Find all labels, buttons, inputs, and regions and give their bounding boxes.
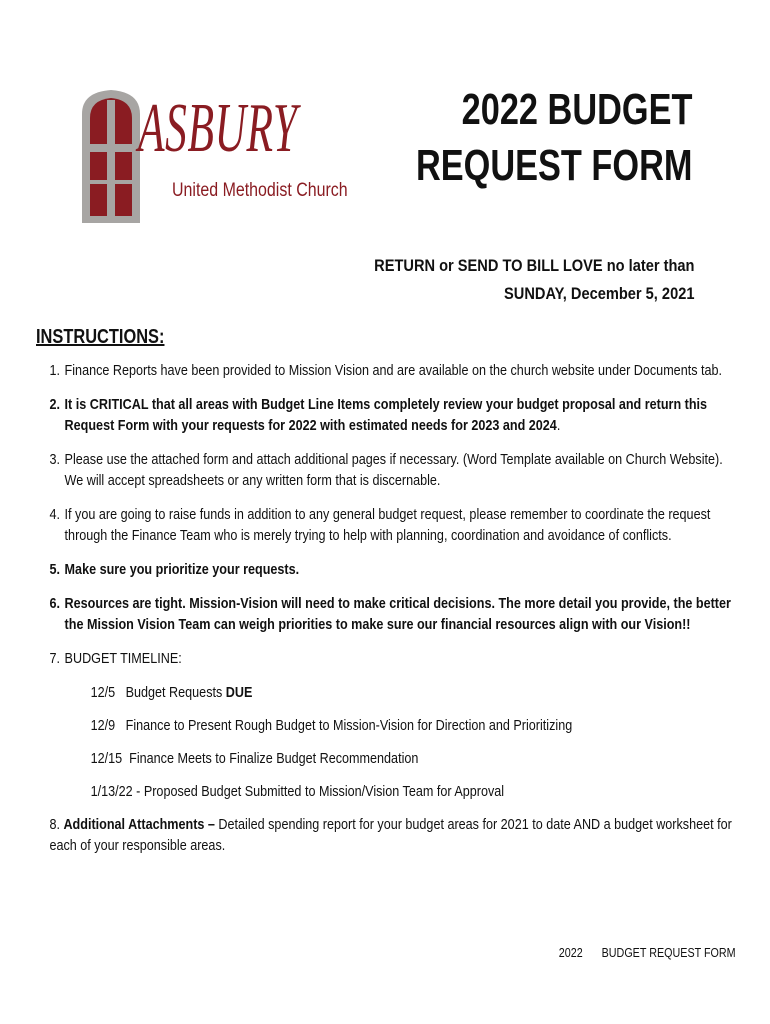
list-item — [36, 394, 736, 436]
item-text: It is CRITICAL that all areas with Budget Line Items completely review your budget proposal and return this Request Form with your requests for 2022 with estimated needs for 2023 and 2024 — [64, 396, 708, 434]
item-number: 8. — [49, 816, 60, 833]
item-text: If you are going to raise funds in addition to any general budget request, please remember to coordinate the request through the Finance Team who is merely trying to help with planning, coordination and avoidance of conflicts. — [64, 506, 711, 544]
item-number: 5. — [49, 561, 60, 578]
timeline-text: 12/15 Finance Meets to Finalize Budget Recommendation — [90, 750, 419, 767]
budget-timeline — [36, 682, 736, 802]
footer-year: 2022 — [559, 946, 584, 960]
title-line-1: 2022 BUDGET — [461, 85, 692, 134]
logo-wordmark: ASBURY — [138, 90, 298, 167]
item-number: 7. — [49, 650, 60, 667]
item-number: 3. — [49, 451, 60, 468]
instructions-list — [36, 360, 736, 856]
page-footer — [559, 946, 736, 960]
list-item — [36, 504, 736, 546]
item-text: BUDGET TIMELINE: — [64, 650, 182, 667]
timeline-text: 12/9 Finance to Present Rough Budget to Mission-Vision for Direction and Prioritizing — [90, 717, 573, 734]
item-number: 6. — [49, 595, 60, 612]
item-text: Please use the attached form and attach additional pages if necessary. (Word Template available on Church Website). We will accept spreadsheets or any written form that is discernable. — [64, 451, 723, 489]
item-number: 1. — [49, 362, 60, 379]
church-logo — [80, 88, 348, 223]
timeline-bold: DUE — [225, 684, 253, 701]
timeline-text: 12/5 Budget Requests — [90, 684, 226, 701]
timeline-entry — [91, 715, 736, 736]
list-item — [36, 593, 736, 635]
item-text: Resources are tight. Mission-Vision will need to make critical decisions. The more detail you provide, the better the Mission Vision Team can weigh priorities to make sure our financial resources align with our Vision!! — [64, 595, 731, 633]
item-suffix: . — [556, 417, 561, 434]
title-line-2: REQUEST FORM — [415, 141, 692, 190]
item-text: Make sure you prioritize your requests. — [64, 561, 300, 578]
list-item — [36, 559, 736, 580]
return-notice-line-1: RETURN or SEND TO BILL LOVE no later than — [373, 256, 694, 275]
footer-label: BUDGET REQUEST FORM — [602, 946, 736, 960]
list-item-additional-attachments — [36, 814, 736, 856]
timeline-text: 1/13/22 - Proposed Budget Submitted to Mission/Vision Team for Approval — [90, 783, 505, 800]
church-window-cross-icon — [80, 88, 142, 223]
list-item — [36, 360, 736, 381]
item-text: Detailed spending report for your budget areas for 2021 to date AND a budget worksheet for each of your responsible areas. — [49, 816, 732, 854]
list-item — [36, 449, 736, 491]
return-notice-line-2: SUNDAY, December 5, 2021 — [503, 284, 694, 303]
item-number: 2. — [49, 396, 60, 413]
page-title — [416, 82, 692, 194]
instructions-heading: INSTRUCTIONS: — [36, 326, 165, 348]
item-number: 4. — [49, 506, 60, 523]
list-item — [36, 648, 736, 669]
item-text: Finance Reports have been provided to Mission Vision and are available on the church website under Documents tab. — [64, 362, 723, 379]
logo-subtitle: United Methodist Church — [172, 180, 348, 201]
item-bold-label: Additional Attachments – — [63, 816, 215, 833]
timeline-entry — [91, 682, 736, 703]
timeline-entry — [91, 748, 736, 769]
timeline-entry — [91, 781, 736, 802]
return-notice — [374, 252, 694, 308]
